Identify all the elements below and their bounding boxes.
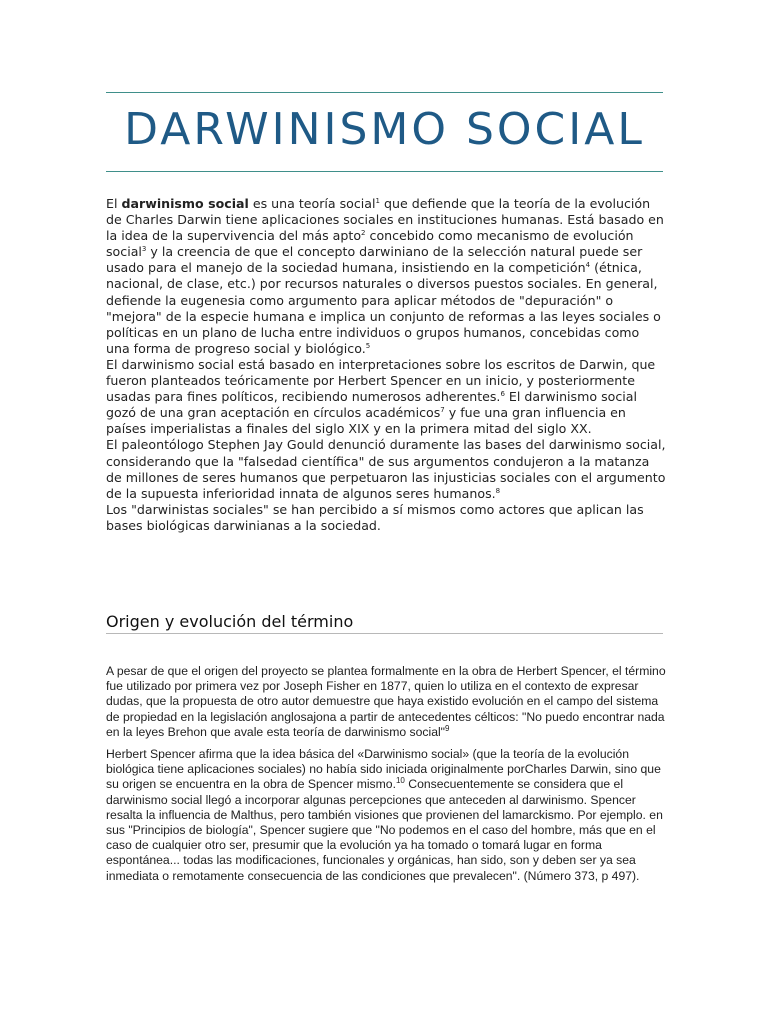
intro-paragraph-2: El darwinismo social está basado en interpretaciones sobre los escritos de Darwin, que fueron planteados teóricamente por Herbert Spencer en un inicio, y posteriormente usadas para fines políticos, recibiendo numerosos adherentes.$^6$ El darwinismo social gozó de una gran aceptación en círculos académicos$^7$ y fue una gran influencia en países imperialistas a finales del siglo XIX y en la primera mitad del siglo XX. [106,356,656,437]
footnote-ref[interactable]: 2 [361,229,366,237]
term-bold: darwinismo social [121,196,249,211]
footnote-ref[interactable]: 1 [375,196,380,205]
footnote-ref[interactable]: 3 [141,245,147,254]
footnote-ref[interactable]: 8 [495,486,501,495]
title-bottom-rule [106,171,663,172]
footnote-ref[interactable]: 7 [440,406,445,415]
intro-section [106,196,666,534]
footnote-ref[interactable]: 10 [395,776,405,786]
page-title: DARWINISMO SOCIAL [124,104,645,155]
footnote-ref[interactable]: 4 [585,261,591,270]
intro-paragraph-4: Los "darwinistas sociales" se han percibido a sí mismos como actores que aplican las bases biológicas darwinianas a la sociedad. [106,501,644,533]
section-paragraph-2: Herbert Spencer afirma que la idea básica del «Darwinismo social» (que la teoría de la evolución biológica tiene aplicaciones sociales) no había sido iniciada originalmente porCharles Darwin, sino que su origen se encuentra en la obra de Spencer mismo.$^{10}$ Consecuentemente se considera que el darwinismo social llegó a incorporar algunas percepciones que anteceden al darwinismo. Spencer resalta la influencia de Malthus, pero también visiones que provienen del lamarckismo. Por ejemplo. en sus "Principios de biología", Spencer sugiere que "No podemos en el caso del hombre, más que en el caso de cualquier otro ser, presumir que la evolución ya ha tomado o tomará lugar en forma espontánea... todas las modificaciones, funcionales y orgánicas, han sido, son y deben ser ya sea inmediata o remotamente consecuencia de las condiciones que prevalecen". (Número 373, p 497). [106,747,663,883]
section-heading: Origen y evolución del término [106,612,354,631]
section-heading-rule [106,633,663,634]
intro-paragraph-1: El darwinismo social es una teoría social$^1$ que defiende que la teoría de la evolución de Charles Darwin tiene aplicaciones sociales en instituciones humanas. Está basado en la idea de la supervivencia del más apto$^2$ concebido como mecanismo de evolución social$^3$ y la creencia de que el concepto darwiniano de la selección natural puede ser usado para el manejo de la sociedad humana, insistiendo en la competición$^4$ (étnica, nacional, de clase, etc.) por recursos naturales o diversos puestos sociales. En general, defiende la eugenesia como argumento para aplicar métodos de "depuración" o "mejora" de la especie humana e implica un conjunto de reformas a las leyes sociales o políticas en un plano de lucha entre individuos o grupos humanos, concebidas como una forma de progreso social y biológico.$^5$ [106,196,664,356]
footnote-ref[interactable]: 9 [445,723,450,733]
footnote-ref[interactable]: 5 [365,341,371,350]
intro-paragraph-3: El paleontólogo Stephen Jay Gould denunció duramente las bases del darwinismo social, considerando que la "falsedad científica" de sus argumentos condujeron a la matanza de millones de seres humanos que perpetuaron las injusticias sociales con el argumento de la supuesta inferioridad innata de algunos seres humanos.$^8$ [106,437,666,501]
title-top-rule [106,92,663,93]
footnote-ref[interactable]: 6 [500,389,505,398]
section-body [106,664,666,891]
section-paragraph-1: A pesar de que el origen del proyecto se plantea formalmente en la obra de Herbert Spencer, el término fue utilizado por primera vez por Joseph Fisher en 1877, quien lo utiliza en el contexto de expresar dudas, que la propuesta de otro autor demuestre que haya existido evolución en el campo del sistema de propiedad en la legislación anglosajona a partir de antecedentes célticos: "No puedo encontrar nada en la leyes Brehon que avale esta teoría de darwinismo social"$^9$ [106,664,666,739]
